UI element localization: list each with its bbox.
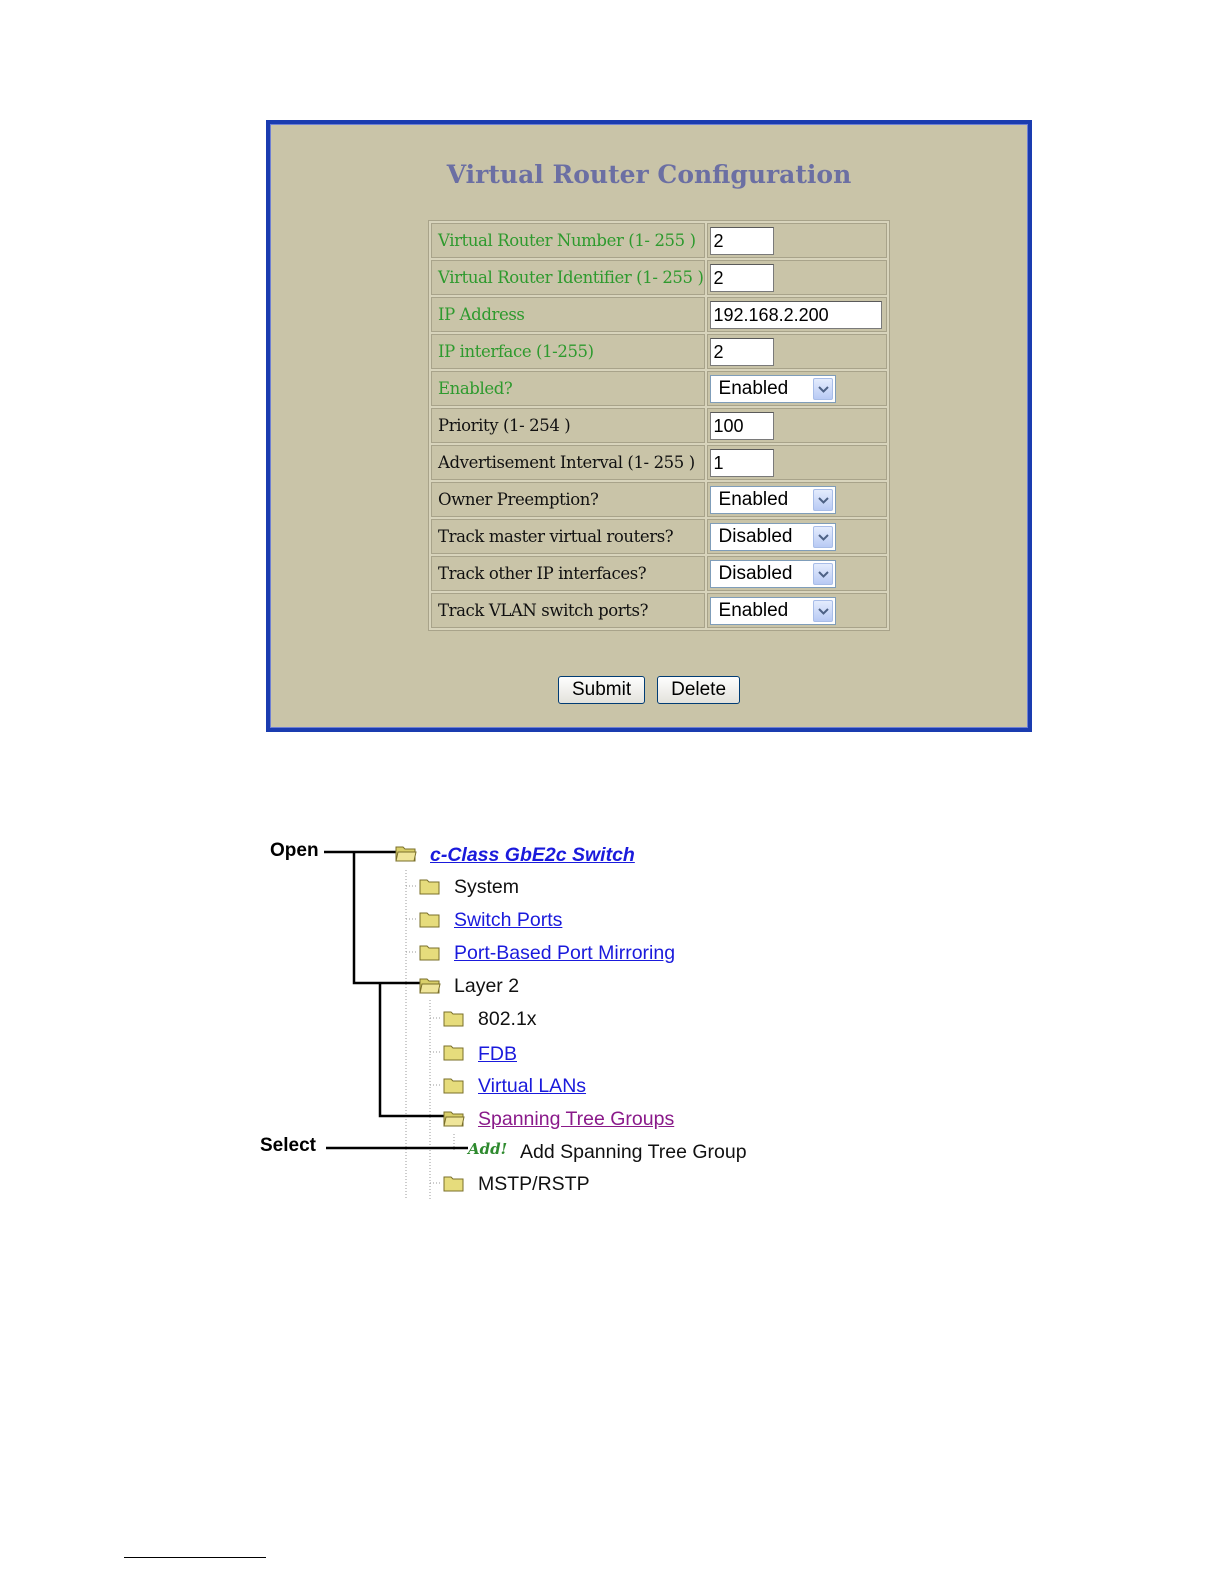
track-vlan-ports-select-value: Enabled [718, 599, 789, 621]
router-number-input[interactable]: 2 [710, 227, 774, 255]
ip-interface-label: IP interface (1-255) [431, 334, 705, 369]
track-ip-interfaces-select-value: Disabled [718, 562, 793, 584]
add-badge-icon: Add! [468, 1140, 508, 1158]
open-folder-icon [443, 1109, 465, 1127]
ip-interface-input[interactable]: 2 [710, 338, 774, 366]
submit-button[interactable]: Submit [558, 676, 645, 704]
page-title: Virtual Router Configuration [446, 160, 852, 189]
delete-button[interactable]: Delete [657, 676, 740, 704]
open-folder-icon [419, 976, 441, 994]
advertisement-interval-label: Advertisement Interval (1- 255 ) [431, 445, 705, 480]
folder-icon [443, 1174, 465, 1192]
router-number-label: Virtual Router Number (1- 255 ) [431, 223, 705, 258]
tree-item-mstp-rstp[interactable]: MSTP/RSTP [478, 1173, 590, 1195]
footnote-divider [124, 1557, 266, 1558]
folder-icon [443, 1043, 465, 1061]
priority-label: Priority (1- 254 ) [431, 408, 705, 443]
priority-input[interactable]: 100 [710, 412, 774, 440]
tree-item-layer2[interactable]: Layer 2 [454, 975, 520, 997]
folder-icon [443, 1009, 465, 1027]
tree-item-spanning-tree-groups[interactable]: Spanning Tree Groups [478, 1108, 675, 1130]
tree-item-port-mirroring[interactable]: Port-Based Port Mirroring [454, 942, 676, 964]
tree-root-link[interactable]: c-Class GbE2c Switch [430, 844, 635, 866]
owner-preemption-label: Owner Preemption? [431, 482, 705, 517]
tree-item-system[interactable]: System [454, 876, 520, 898]
enabled-label: Enabled? [431, 371, 705, 406]
advertisement-interval-input[interactable]: 1 [710, 449, 774, 477]
track-master-label: Track master virtual routers? [431, 519, 705, 554]
router-identifier-label: Virtual Router Identifier (1- 255 ) [431, 260, 705, 295]
ip-address-label: IP Address [431, 297, 705, 332]
track-master-select-value: Disabled [718, 525, 793, 547]
router-identifier-input[interactable]: 2 [710, 264, 774, 292]
open-folder-icon [395, 844, 417, 862]
enabled-select-value: Enabled [718, 377, 789, 399]
open-callout: Open [270, 840, 319, 861]
select-callout: Select [260, 1135, 316, 1156]
folder-icon [443, 1076, 465, 1094]
tree-item-dot1x[interactable]: 802.1x [478, 1008, 537, 1030]
track-ip-interfaces-label: Track other IP interfaces? [431, 556, 705, 591]
tree-item-vlans[interactable]: Virtual LANs [478, 1075, 587, 1097]
owner-preemption-select-value: Enabled [718, 488, 789, 510]
tree-item-fdb[interactable]: FDB [478, 1043, 517, 1065]
tree-item-switch-ports[interactable]: Switch Ports [454, 909, 563, 931]
ip-address-input[interactable]: 192.168.2.200 [710, 301, 882, 329]
tree-item-add-spanning-tree-group[interactable]: Add Spanning Tree Group [520, 1141, 747, 1163]
folder-icon [419, 910, 441, 928]
folder-icon [419, 877, 441, 895]
track-vlan-ports-label: Track VLAN switch ports? [431, 593, 705, 628]
folder-icon [419, 943, 441, 961]
